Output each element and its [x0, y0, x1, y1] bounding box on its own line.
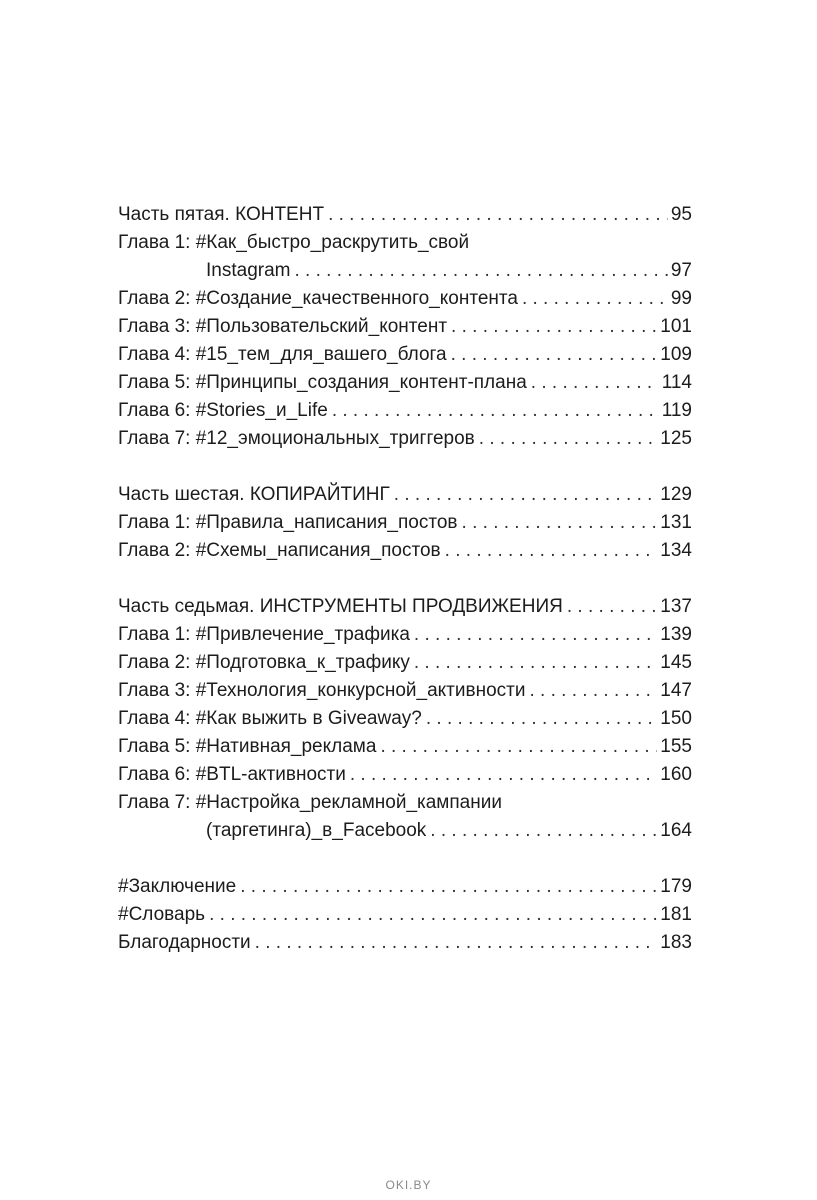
dot-leader: [451, 341, 658, 369]
toc-entry-title: Глава 4: #15_тем_для_вашего_блога: [118, 344, 447, 365]
toc-entry-page: 183: [660, 932, 692, 953]
toc-entry[interactable]: [118, 677, 692, 705]
watermark: OKI.BY: [385, 1178, 432, 1192]
dot-leader: [426, 705, 657, 733]
toc-entry-page: 155: [660, 736, 692, 757]
toc-entry-page: 114: [661, 372, 692, 393]
toc-section-back-matter: [118, 873, 692, 957]
toc-entry-title: Глава 2: #Подготовка_к_трафику: [118, 652, 410, 673]
toc-entry-title: (таргетинга)_в_Facebook: [206, 820, 427, 841]
toc-entry[interactable]: [118, 481, 692, 509]
toc-entry[interactable]: [118, 733, 692, 761]
toc-entry-title: #Заключение: [118, 876, 237, 897]
dot-leader: [255, 929, 658, 957]
toc-entry[interactable]: [118, 313, 692, 341]
toc-entry-title: Глава 7: #Настройка_рекламной_кампании: [118, 792, 502, 813]
dot-leader: [522, 285, 668, 313]
toc-entry[interactable]: [118, 705, 692, 733]
toc-entry[interactable]: [118, 761, 692, 789]
toc-entry-title: Глава 2: #Создание_качественного_контента: [118, 288, 518, 309]
toc-entry-page: 109: [660, 344, 692, 365]
toc-entry[interactable]: [118, 537, 692, 565]
toc-entry[interactable]: [118, 285, 692, 313]
toc-entry[interactable]: [118, 509, 692, 537]
dot-leader: [380, 733, 657, 761]
toc-entry-page: 119: [661, 400, 692, 421]
toc-entry-page: 181: [660, 904, 692, 925]
toc-entry[interactable]: [118, 621, 692, 649]
toc-entry-page: 164: [660, 820, 692, 841]
toc-entry-title: Глава 4: #Как выжить в Giveaway?: [118, 708, 422, 729]
dot-leader: [430, 817, 657, 845]
toc-entry-page: 131: [660, 512, 692, 533]
dot-leader: [414, 621, 657, 649]
toc-entry[interactable]: [118, 901, 692, 929]
toc-entry-page: 125: [660, 428, 692, 449]
toc-entry-title: Глава 5: #Принципы_создания_контент-плана: [118, 372, 527, 393]
toc-entry-title: Глава 3: #Пользовательский_контент: [118, 316, 448, 337]
toc-entry-title: Глава 1: #Как_быстро_раскрутить_свой: [118, 232, 470, 253]
dot-leader: [394, 481, 658, 509]
toc-entry[interactable]: [118, 789, 692, 817]
toc-entry[interactable]: [118, 873, 692, 901]
toc-entry-title: Глава 1: #Правила_написания_постов: [118, 512, 458, 533]
toc-entry[interactable]: [118, 257, 692, 285]
toc-section-part-7: [118, 593, 692, 845]
toc-entry-title: Благодарности: [118, 932, 251, 953]
dot-leader: [240, 873, 657, 901]
toc-entry-title: Instagram: [206, 260, 291, 281]
toc-entry[interactable]: [118, 649, 692, 677]
toc-entry-page: 139: [660, 624, 692, 645]
dot-leader: [479, 425, 658, 453]
dot-leader: [332, 397, 659, 425]
toc-entry-page: 137: [660, 596, 692, 617]
toc-entry-page: 160: [660, 764, 692, 785]
toc-entry-title: Глава 6: #Stories_и_Life: [118, 400, 328, 421]
toc-entry-title: #Словарь: [118, 904, 206, 925]
toc-entry[interactable]: [118, 369, 692, 397]
toc-entry-page: 145: [660, 652, 692, 673]
toc-entry[interactable]: [118, 817, 692, 845]
toc-entry-page: 97: [670, 260, 692, 281]
toc-entry[interactable]: [118, 229, 692, 257]
toc-entry-page: 147: [660, 680, 692, 701]
toc-entry-page: 150: [660, 708, 692, 729]
dot-leader: [445, 537, 658, 565]
toc-entry-page: 95: [670, 204, 692, 225]
toc-entry-title: Глава 1: #Привлечение_трафика: [118, 624, 410, 645]
toc-entry-title: Часть шестая. КОПИРАЙТИНГ: [118, 484, 390, 505]
toc-entry-title: Глава 7: #12_эмоциональных_триггеров: [118, 428, 475, 449]
dot-leader: [350, 761, 657, 789]
toc-entry[interactable]: [118, 341, 692, 369]
toc-section-part-5: [118, 201, 692, 453]
dot-leader: [294, 257, 667, 285]
dot-leader: [531, 369, 659, 397]
dot-leader: [209, 901, 657, 929]
toc-entry-title: Глава 5: #Нативная_реклама: [118, 736, 377, 757]
toc-entry-page: 129: [660, 484, 692, 505]
dot-leader: [451, 313, 657, 341]
toc-entry[interactable]: [118, 425, 692, 453]
dot-leader: [529, 677, 657, 705]
toc-section-part-6: [118, 481, 692, 565]
toc-entry[interactable]: [118, 201, 692, 229]
toc-entry[interactable]: [118, 397, 692, 425]
dot-leader: [328, 201, 668, 229]
dot-leader: [414, 649, 657, 677]
toc-entry-title: Часть пятая. КОНТЕНТ: [118, 204, 325, 225]
toc-entry-page: 101: [660, 316, 692, 337]
toc-entry-title: Глава 6: #BTL-активности: [118, 764, 346, 785]
toc-entry[interactable]: [118, 929, 692, 957]
dot-leader: [462, 509, 658, 537]
toc-entry-title: Часть седьмая. ИНСТРУМЕНТЫ ПРОДВИЖЕНИЯ: [118, 596, 563, 617]
toc-entry-title: Глава 2: #Схемы_написания_постов: [118, 540, 441, 561]
table-of-contents: [118, 201, 692, 957]
toc-entry-page: 99: [670, 288, 692, 309]
toc-entry[interactable]: [118, 593, 692, 621]
dot-leader: [567, 593, 657, 621]
toc-entry-title: Глава 3: #Технология_конкурсной_активности: [118, 680, 526, 701]
toc-entry-page: 179: [660, 876, 692, 897]
toc-entry-page: 134: [660, 540, 692, 561]
